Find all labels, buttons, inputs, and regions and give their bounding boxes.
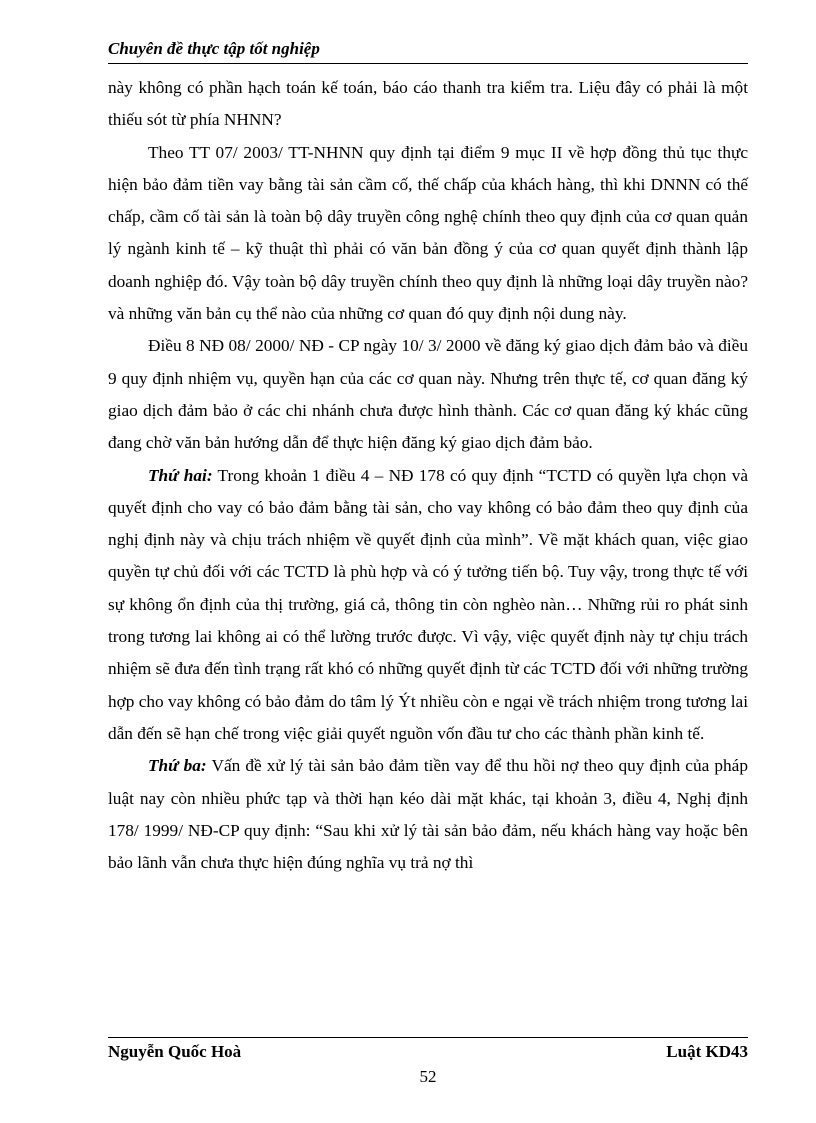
paragraph-1: này không có phần hạch toán kế toán, báo cáo thanh tra kiểm tra. Liệu đây có phải là một thiếu sót từ phía NHNN? <box>108 78 748 130</box>
footer-row <box>108 1038 748 1063</box>
paragraph-5-lead: Thứ ba: <box>148 756 207 776</box>
paragraph-3: Điều 8 NĐ 08/ 2000/ NĐ - CP ngày 10/ 3/ 2000 về đăng ký giao dịch đảm bảo và điều 9 quy định nhiệm vụ, quyền hạn của các cơ quan này. Nhưng trên thực tế, cơ quan đăng ký giao dịch đảm bảo ở các chi nhánh chưa được hình thành. Các cơ quan đăng ký khác cũng đang chờ văn bản hướng dẫn để thực hiện đăng ký giao dịch đảm bảo. <box>108 336 748 453</box>
footer-author: Nguyễn Quốc Hoà <box>108 1042 242 1061</box>
paragraph-4 <box>108 460 748 751</box>
page-footer <box>108 1037 748 1088</box>
paragraph-4-lead: Thứ hai: <box>148 465 213 485</box>
page-number: 52 <box>419 1067 437 1086</box>
page-header <box>108 37 748 64</box>
footer-class-code: Luật KD43 <box>666 1042 748 1061</box>
document-body <box>108 72 748 879</box>
paragraph-2: Theo TT 07/ 2003/ TT-NHNN quy định tại điểm 9 mục II về hợp đồng thủ tục thực hiện bảo đảm tiền vay bằng tài sản cầm cố, thế chấp của khách hàng, thì khi DNNN có thế chấp, cầm cố tài sản là toàn bộ dây truyền công nghệ chính theo quy định của cơ quan quản lý ngành kinh tế – kỹ thuật thì phải có văn bản đồng ý của cơ quan quyết định thành lập doanh nghiệp đó. Vậy toàn bộ dây truyền chính theo quy định là những loại dây truyền nào? và những văn bản cụ thể nào của những cơ quan đó quy định nội dung này. <box>108 142 748 324</box>
header-title: Chuyên đề thực tập tốt nghiệp <box>108 39 320 58</box>
paragraph-5-text: Vấn đề xử lý tài sản bảo đảm tiền vay để thu hồi nợ theo quy định của pháp luật nay còn nhiều phức tạp và thời hạn kéo dài mặt khác, tại khoản 3, điều 4, Nghị định 178/ 1999/ NĐ-CP quy định: “Sau khi xử lý tài sản bảo đảm, nếu khách hàng vay hoặc bên bảo lãnh vẫn chưa thực hiện đúng nghĩa vụ trả nợ thì <box>108 756 748 873</box>
paragraph-4-text: Trong khoản 1 điều 4 – NĐ 178 có quy định “TCTD có quyền lựa chọn và quyết định cho vay có bảo đảm bằng tài sản, cho vay không có bảo đảm theo quy định của nghị định này và chịu trách nhiệm về quyết định của mình”. Về mặt khách quan, việc giao quyền tự chủ đối với các TCTD là phù hợp và có ý tưởng tiến bộ. Tuy vậy, trong thực tế với sự không ổn định của thị trường, giá cả, thông tin còn nghèo nàn… Những rủi ro phát sinh trong tương lai không ai có thể lường trước được. Vì vậy, việc quyết định này tự chịu trách nhiệm sẽ đưa đến tình trạng rất khó có những quyết định từ các TCTD đối với những trường hợp cho vay không có bảo đảm do tâm lý Ýt nhiều còn e ngại về trách nhiệm trong tương lai dẫn đến sẽ hạn chế trong việc giải quyết nguồn vốn đầu tư cho các thành phần kinh tế. <box>108 465 749 743</box>
paragraph-5 <box>108 750 748 879</box>
